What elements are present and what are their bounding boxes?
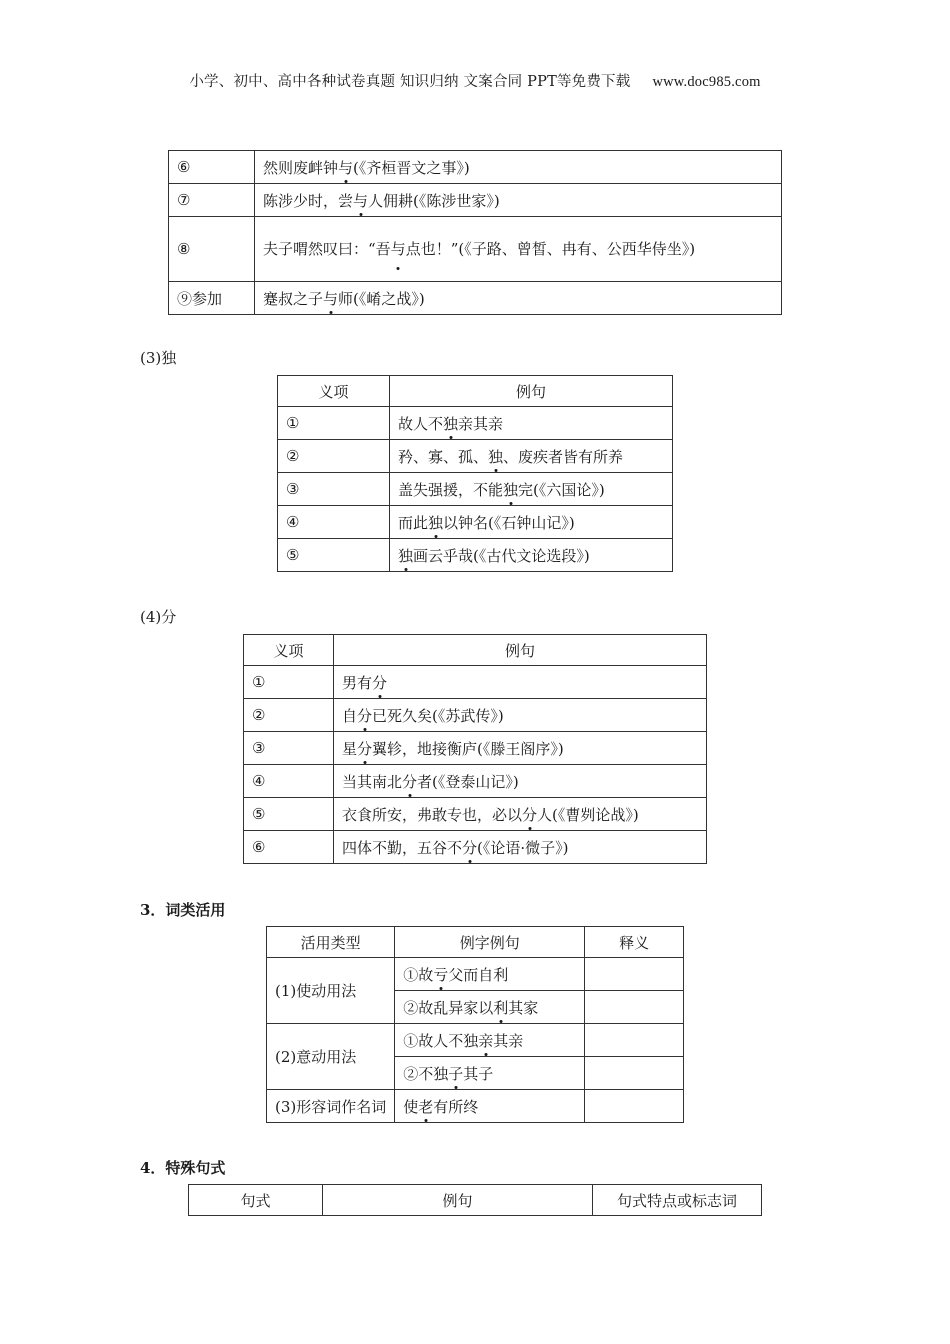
sentence-part: 其亲 xyxy=(493,1031,524,1050)
sentence-part: 父而自利 xyxy=(448,965,509,984)
column-header: 例句 xyxy=(334,635,707,666)
sentence-part: 以钟名(《石钟山记》) xyxy=(443,513,575,532)
table-row xyxy=(267,958,684,991)
sentence-part: 故人不 xyxy=(398,414,444,433)
table-row xyxy=(244,831,707,864)
sense-number: ① xyxy=(244,666,334,699)
sense-number: ⑨参加 xyxy=(169,282,255,315)
sense-number: ⑥ xyxy=(169,151,255,184)
example-sentence xyxy=(395,991,585,1024)
column-header: 例字例句 xyxy=(395,927,585,958)
table-fen xyxy=(243,634,707,864)
emphasis-char: 分 xyxy=(522,805,538,824)
sentence-part: 其家 xyxy=(508,998,539,1017)
usage-type: (2)意动用法 xyxy=(267,1024,395,1090)
sense-number: ② xyxy=(278,440,390,473)
table-row xyxy=(169,151,782,184)
example-sentence xyxy=(334,798,707,831)
emphasis-char: 与 xyxy=(353,191,369,210)
column-header: 例句 xyxy=(323,1185,593,1216)
meaning-blank xyxy=(585,1057,684,1090)
table-row xyxy=(278,473,673,506)
table-header-row xyxy=(278,376,673,407)
column-header: 义项 xyxy=(244,635,334,666)
table-du xyxy=(277,375,673,572)
sense-number: ① xyxy=(278,407,390,440)
emphasis-char: 独 xyxy=(398,546,414,565)
table-header-row xyxy=(244,635,707,666)
sense-number: ④ xyxy=(244,765,334,798)
page-header xyxy=(0,70,950,91)
example-sentence xyxy=(255,184,782,217)
table-row xyxy=(244,666,707,699)
sentence-part: 自 xyxy=(342,706,358,725)
table-row xyxy=(169,217,782,282)
table-row xyxy=(267,1090,684,1123)
sense-number: ⑦ xyxy=(169,184,255,217)
example-sentence xyxy=(334,732,707,765)
example-sentence xyxy=(255,151,782,184)
example-sentence xyxy=(334,765,707,798)
emphasis-char: 子 xyxy=(448,1064,464,1083)
column-header: 句式特点或标志词 xyxy=(593,1185,762,1216)
example-sentence xyxy=(390,473,673,506)
emphasis-char: 独 xyxy=(443,414,459,433)
column-header: 义项 xyxy=(278,376,390,407)
sentence-part: 然则废衅钟 xyxy=(263,158,339,177)
table-yu xyxy=(168,150,782,315)
sentence-part: 夫子喟然叹曰：“吾 xyxy=(263,240,391,258)
section-heading-jushi: 4．特殊句式 xyxy=(140,1159,226,1177)
table-row xyxy=(267,1024,684,1057)
emphasis-char: 利 xyxy=(493,998,509,1017)
emphasis-char: 分 xyxy=(372,673,388,692)
table-row xyxy=(278,440,673,473)
section-heading-fen: (4)分 xyxy=(140,608,177,626)
table-cilei xyxy=(266,926,684,1123)
sentence-part: ①故人不独 xyxy=(403,1031,479,1050)
table-header-row xyxy=(189,1185,762,1216)
emphasis-char: 亲 xyxy=(478,1031,494,1050)
emphasis-char: 独 xyxy=(503,480,519,499)
usage-type: (3)形容词作名词 xyxy=(267,1090,395,1123)
sense-number: ⑤ xyxy=(244,798,334,831)
sentence-part: 人佣耕(《陈涉世家》) xyxy=(368,191,500,210)
table-row xyxy=(244,798,707,831)
sentence-part: 蹇叔之子 xyxy=(263,289,324,308)
sentence-part: (《论语·微子》) xyxy=(477,838,569,857)
column-header: 例句 xyxy=(390,376,673,407)
sentence-part: 其子 xyxy=(463,1064,494,1083)
sentence-part: 亲其亲 xyxy=(458,414,504,433)
column-header: 释义 xyxy=(585,927,684,958)
example-sentence xyxy=(255,217,782,282)
sentence-part: 矜、寡、孤、 xyxy=(398,447,489,466)
sentence-part: ②故乱异家以 xyxy=(403,998,494,1017)
meaning-blank xyxy=(585,991,684,1024)
emphasis-char: 独 xyxy=(428,513,444,532)
emphasis-char: 亏 xyxy=(433,965,449,984)
sentence-part: ②不独 xyxy=(403,1064,449,1083)
section-heading-cilei: 3．词类活用 xyxy=(140,901,226,919)
table-row xyxy=(169,184,782,217)
example-sentence xyxy=(255,282,782,315)
sentence-part: ①故 xyxy=(403,965,434,984)
emphasis-char: 与 xyxy=(323,289,339,308)
table-jushi xyxy=(188,1184,762,1216)
table-row xyxy=(244,732,707,765)
sentence-part: 人(《曹刿论战》) xyxy=(537,805,639,824)
sentence-part: 画云乎哉(《古代文论选段》) xyxy=(413,546,590,565)
emphasis-char: 分 xyxy=(462,838,478,857)
meaning-blank xyxy=(585,1024,684,1057)
meaning-blank xyxy=(585,1090,684,1123)
sense-number: ③ xyxy=(278,473,390,506)
sense-number: ④ xyxy=(278,506,390,539)
table-row xyxy=(169,282,782,315)
sentence-part: 完(《六国论》) xyxy=(518,480,605,499)
example-sentence xyxy=(390,407,673,440)
table-row xyxy=(244,765,707,798)
emphasis-char: 与 xyxy=(391,233,406,265)
sentence-part: 者(《登泰山记》) xyxy=(417,772,519,791)
example-sentence xyxy=(334,666,707,699)
usage-type: (1)使动用法 xyxy=(267,958,395,1024)
emphasis-char: 分 xyxy=(357,739,373,758)
emphasis-char: 独 xyxy=(488,447,504,466)
example-sentence xyxy=(390,440,673,473)
example-sentence xyxy=(390,539,673,572)
sentence-part: 而此 xyxy=(398,513,429,532)
sentence-part: 、废疾者皆有所养 xyxy=(503,447,624,466)
sense-number: ⑤ xyxy=(278,539,390,572)
sentence-part: 使 xyxy=(403,1097,419,1116)
emphasis-char: 分 xyxy=(402,772,418,791)
example-sentence xyxy=(395,1090,585,1123)
sentence-part: 当其南北 xyxy=(342,772,403,791)
sentence-part: (《齐桓晋文之事》) xyxy=(353,158,470,177)
table-row xyxy=(278,539,673,572)
sense-number: ③ xyxy=(244,732,334,765)
sentence-part: 陈涉少时，尝 xyxy=(263,191,354,210)
sentence-part: 盖失强援，不能 xyxy=(398,480,504,499)
table-row xyxy=(244,699,707,732)
sentence-part: 男有 xyxy=(342,673,373,692)
sentence-part: 点也！”(《子路、曾皙、冉有、公西华侍坐》) xyxy=(405,240,696,258)
example-sentence xyxy=(395,1057,585,1090)
sentence-part: 四体不勤，五谷不 xyxy=(342,838,463,857)
sense-number: ⑥ xyxy=(244,831,334,864)
table-row xyxy=(278,407,673,440)
table-row xyxy=(278,506,673,539)
section-heading-du: (3)独 xyxy=(140,349,177,367)
emphasis-char: 与 xyxy=(338,158,354,177)
example-sentence xyxy=(395,958,585,991)
header-url: www.doc985.com xyxy=(652,74,761,90)
sentence-part: 已死久矣(《苏武传》) xyxy=(372,706,504,725)
header-text: 小学、初中、高中各种试卷真题 知识归纳 文案合同 PPT等免费下载 xyxy=(189,74,631,90)
emphasis-char: 分 xyxy=(357,706,373,725)
column-header: 活用类型 xyxy=(267,927,395,958)
example-sentence xyxy=(390,506,673,539)
table-header-row xyxy=(267,927,684,958)
sense-number: ② xyxy=(244,699,334,732)
sense-number: ⑧ xyxy=(169,217,255,282)
sentence-part: 衣食所安，弗敢专也，必以 xyxy=(342,805,523,824)
emphasis-char: 老 xyxy=(418,1097,434,1116)
sentence-part: 翼轸，地接衡庐(《滕王阁序》) xyxy=(372,739,564,758)
sentence-part: 有所终 xyxy=(433,1097,479,1116)
meaning-blank xyxy=(585,958,684,991)
sentence-part: 师(《崤之战》) xyxy=(338,289,425,308)
sentence-part: 星 xyxy=(342,739,358,758)
example-sentence xyxy=(334,831,707,864)
example-sentence xyxy=(395,1024,585,1057)
column-header: 句式 xyxy=(189,1185,323,1216)
example-sentence xyxy=(334,699,707,732)
